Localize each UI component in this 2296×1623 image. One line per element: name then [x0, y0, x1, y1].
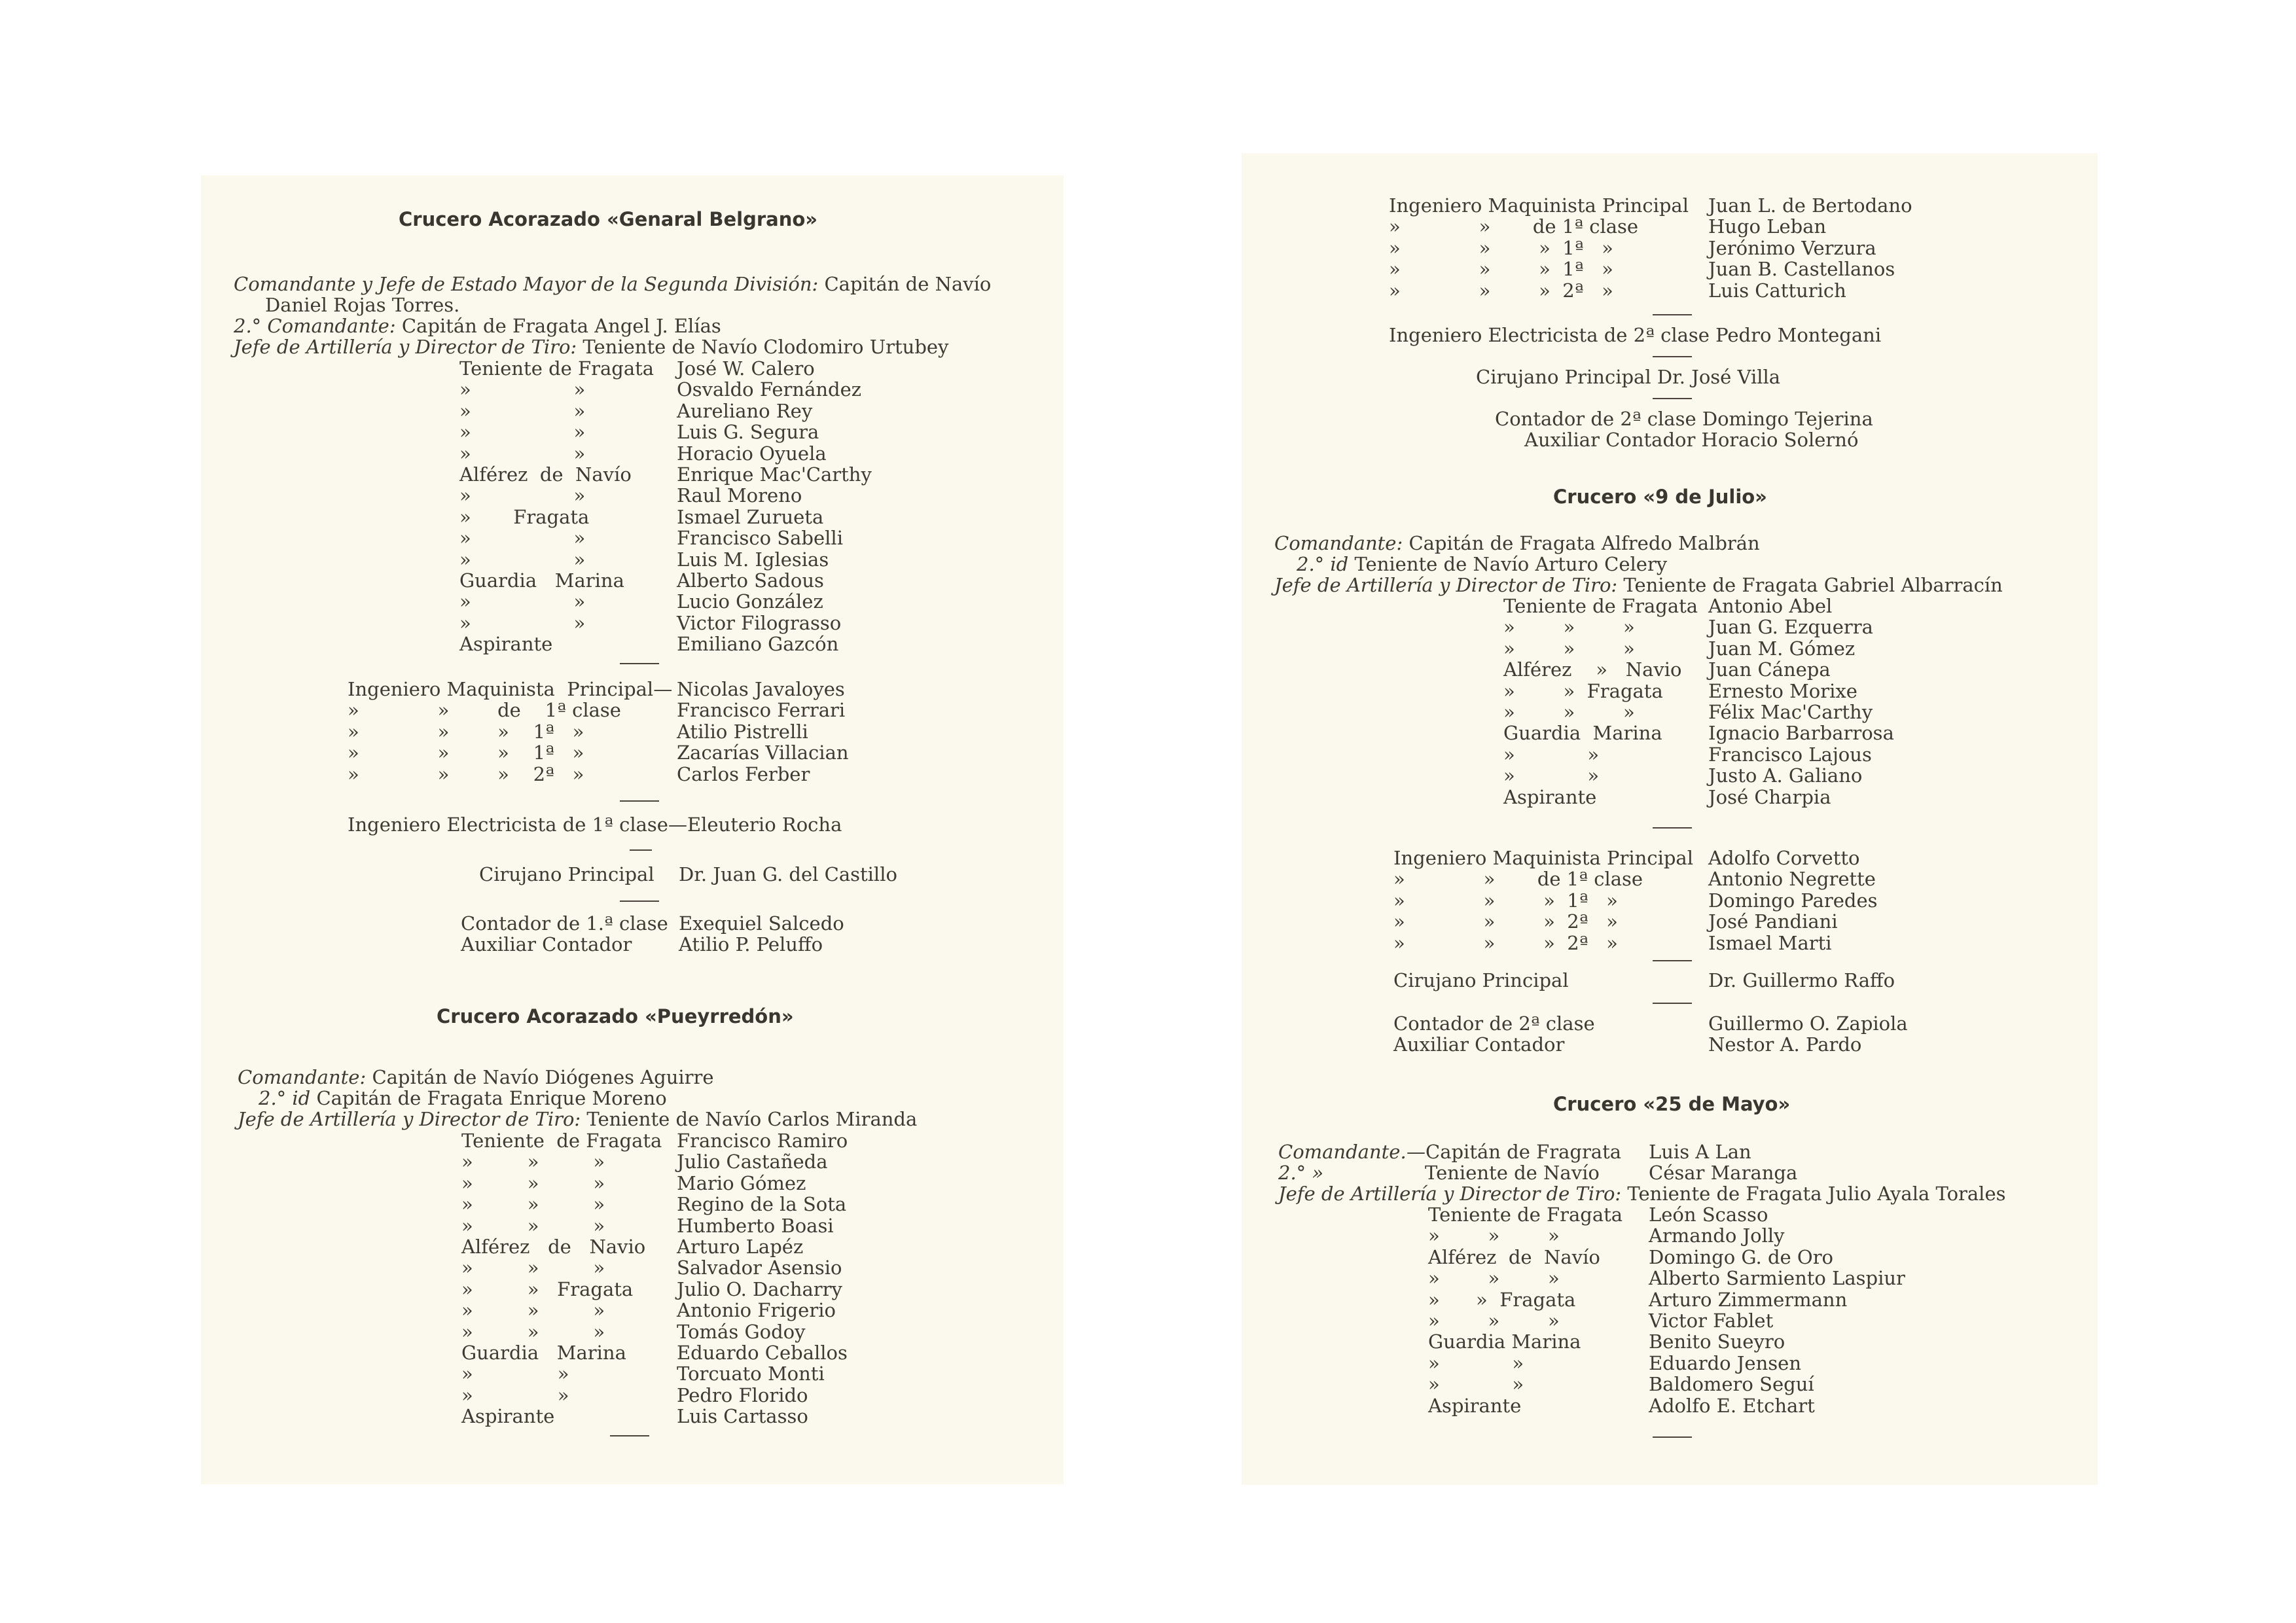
roster-name: Francisco Lajous — [1708, 743, 1872, 766]
roster-rank: » » » — [1503, 701, 1635, 723]
roster-rank: » » » — [461, 1171, 605, 1194]
roster-rank: Aspirante — [461, 1405, 555, 1428]
second-commander-value: Teniente de Navío Arturo Celery — [1354, 553, 1668, 575]
separator — [620, 901, 659, 902]
roster-name: Torcuato Monti — [677, 1363, 825, 1385]
roster-name: Regino de la Sota — [677, 1193, 847, 1216]
aux-accountant-name: Atilio P. Peluffo — [679, 933, 823, 955]
roster-rank: Aspirante — [1428, 1394, 1522, 1417]
separator — [630, 849, 652, 851]
separator — [1653, 960, 1692, 961]
roster-rank: » » » — [1428, 1267, 1560, 1290]
separator — [1653, 398, 1692, 399]
section-title-pueyrredon: Crucero Acorazado «Pueyrredón» — [437, 1005, 794, 1027]
commander-value: Capitán de Navío — [824, 273, 992, 295]
roster-name: Alberto Sarmiento Laspiur — [1649, 1267, 1905, 1290]
separator — [620, 663, 659, 664]
roster-rank: Ingeniero Maquinista Principal— — [348, 678, 673, 700]
section-title-belgrano: Crucero Acorazado «Genaral Belgrano» — [399, 208, 818, 230]
roster-name: Jerónimo Verzura — [1708, 236, 1876, 259]
artillery-value: Teniente de Navío Clodomiro Urtubey — [583, 336, 949, 358]
separator — [1653, 1003, 1692, 1004]
aux-accountant-name: Nestor A. Pardo — [1708, 1033, 1862, 1056]
accountant-rank: Contador de 1.ª clase — [461, 912, 668, 935]
roster-name: Félix Mac'Carthy — [1708, 701, 1873, 723]
electrical-engineer: Ingeniero Electricista de 1ª clase—Eleuterio Rocha — [348, 813, 842, 836]
surgeon-name: Dr. Guillermo Raffo — [1708, 969, 1895, 991]
roster-rank: Aspirante — [459, 633, 553, 656]
second-commander-line — [1297, 555, 1667, 574]
commander-label: Comandante y Jefe de Estado Mayor de la Segunda División: — [234, 273, 819, 295]
commander-value: Capitán de Navío Diógenes Aguirre — [372, 1066, 714, 1088]
roster-name: Francisco Ramiro — [677, 1130, 848, 1152]
roster-name: Benito Sueyro — [1649, 1330, 1785, 1353]
commander-value-cont: Daniel Rojas Torres. — [265, 294, 460, 316]
roster-name: Antonio Abel — [1708, 595, 1833, 617]
surgeon-rank: Cirujano Principal — [1393, 969, 1569, 991]
roster-rank: » » — [1503, 764, 1600, 787]
roster-rank: » » — [459, 548, 586, 571]
roster-name: Salvador Asensio — [677, 1257, 842, 1279]
roster-rank: » » » — [461, 1150, 605, 1173]
roster-name: Eduardo Jensen — [1649, 1351, 1801, 1374]
roster-rank: » Fragata — [459, 505, 590, 528]
accountant-line: Contador de 2ª clase Domingo Tejerina — [1495, 408, 1873, 430]
roster-name: Adolfo Corvetto — [1708, 847, 1860, 869]
roster-rank: » » — [459, 421, 586, 444]
accountant-rank: Contador de 2ª clase — [1393, 1012, 1595, 1035]
roster-name: Juan L. de Bertodano — [1708, 194, 1912, 217]
commander-name: Luis A Lan — [1649, 1141, 1751, 1163]
second-commander-label: 2.° id — [259, 1087, 311, 1109]
left-page — [201, 175, 1064, 1484]
roster-name: Luis G. Segura — [677, 421, 819, 444]
roster-rank: » » » 1ª » — [1389, 258, 1613, 281]
roster-rank: Guardia Marina — [461, 1342, 626, 1364]
artillery-line — [1278, 1185, 2006, 1204]
roster-rank: Guardia Marina — [1503, 722, 1662, 745]
roster-name: Pedro Florido — [677, 1383, 808, 1406]
separator — [1653, 1436, 1692, 1438]
roster-name: Ismael Zurueta — [677, 505, 824, 528]
commander-label: Comandante. — [1278, 1141, 1407, 1163]
roster-name: Luis M. Iglesias — [677, 548, 829, 571]
aux-accountant-rank: Auxiliar Contador — [1393, 1033, 1565, 1056]
second-commander-line — [234, 317, 721, 336]
roster-name: Alberto Sadous — [677, 569, 824, 592]
right-page — [1242, 153, 2098, 1485]
roster-rank: » » » — [1503, 616, 1635, 639]
roster-name: Domingo G. de Oro — [1649, 1245, 1834, 1268]
roster-name: Domingo Paredes — [1708, 889, 1878, 912]
roster-rank: » » — [459, 484, 586, 507]
roster-name: Justo A. Galiano — [1708, 764, 1863, 787]
artillery-label: Jefe de Artillería y Director de Tiro: — [238, 1108, 581, 1130]
roster-name: León Scasso — [1649, 1204, 1768, 1226]
roster-name: Juan M. Gómez — [1708, 637, 1856, 660]
roster-name: José W. Calero — [677, 357, 815, 380]
commander-line — [1274, 534, 1760, 553]
roster-rank: » » — [461, 1363, 569, 1385]
artillery-label: Jefe de Artillería y Director de Tiro: — [1278, 1183, 1622, 1205]
roster-rank: » » » — [461, 1320, 605, 1343]
roster-name: Julio O. Dacharry — [677, 1277, 842, 1300]
surgeon-line: Cirujano Principal Dr. José Villa — [1476, 366, 1781, 388]
roster-name: Antonio Negrette — [1708, 868, 1876, 891]
second-commander-value: Capitán de Fragata Angel J. Elías — [401, 315, 721, 337]
roster-name: Arturo Lapéz — [677, 1236, 804, 1258]
roster-name: Nicolas Javaloyes — [677, 678, 845, 700]
roster-name: Julio Castañeda — [677, 1150, 828, 1173]
roster-name: José Pandiani — [1708, 910, 1838, 933]
roster-rank: » » de 1ª clase — [348, 699, 621, 722]
surgeon-name: Dr. Juan G. del Castillo — [679, 863, 897, 885]
roster-rank: » » » 2ª » — [1389, 279, 1613, 302]
roster-rank: » » — [1428, 1373, 1524, 1396]
roster-name: Zacarías Villacian — [677, 741, 849, 764]
roster-rank: » » » — [461, 1299, 605, 1322]
roster-rank: » » — [459, 378, 586, 401]
roster-rank: » » Fragata — [1503, 679, 1663, 702]
roster-rank: » » — [459, 590, 586, 613]
section-title-9-de-julio: Crucero «9 de Julio» — [1553, 486, 1767, 508]
separator — [610, 1435, 649, 1436]
roster-rank: » » » 1ª » — [348, 720, 584, 743]
roster-rank: Alférez de Navio — [461, 1236, 646, 1258]
roster-name: Eduardo Ceballos — [677, 1342, 848, 1364]
second-commander-value: Capitán de Fragata Enrique Moreno — [316, 1087, 667, 1109]
roster-name: Francisco Ferrari — [677, 699, 846, 722]
roster-rank: » » — [459, 399, 586, 422]
roster-rank: » » » 2ª » — [348, 762, 584, 785]
roster-name: José Charpia — [1708, 785, 1831, 808]
commander-line — [234, 275, 991, 294]
roster-name: Juan G. Ezquerra — [1708, 616, 1873, 639]
roster-rank: Alférez de Navío — [1428, 1245, 1600, 1268]
roster-rank: Ingeniero Maquinista Principal — [1393, 847, 1693, 869]
roster-rank: » » » 1ª » — [348, 741, 584, 764]
roster-rank: » » Fragata — [1428, 1288, 1576, 1311]
roster-rank: Teniente de Fragata — [1503, 595, 1698, 617]
roster-rank: Teniente de Fragata — [459, 357, 655, 380]
roster-rank: Ingeniero Maquinista Principal — [1389, 194, 1689, 217]
commander-value: Capitán de Fragata Alfredo Malbrán — [1408, 532, 1760, 554]
surgeon-rank: Cirujano Principal — [479, 863, 655, 885]
roster-name: Lucio González — [677, 590, 823, 613]
artillery-line — [238, 1110, 917, 1129]
roster-rank: » » » — [461, 1214, 605, 1237]
commander-rank: —Capitán de Fragrata — [1407, 1141, 1622, 1163]
roster-name: Juan B. Castellanos — [1708, 258, 1895, 281]
roster-name: Juan Cánepa — [1708, 658, 1831, 681]
roster-rank: » » » 1ª » — [1389, 236, 1613, 259]
artillery-value: Teniente de Fragata Gabriel Albarracín — [1623, 574, 2003, 596]
roster-name: Baldomero Seguí — [1649, 1373, 1814, 1396]
section-title-25-de-mayo: Crucero «25 de Mayo» — [1553, 1093, 1791, 1115]
roster-name: Aureliano Rey — [677, 399, 813, 422]
roster-rank: » » » 2ª » — [1393, 910, 1618, 933]
separator — [1653, 827, 1692, 829]
second-commander-label: 2.° Comandante: — [234, 315, 396, 337]
commander-line — [238, 1068, 714, 1087]
roster-rank: Teniente de Fragata — [461, 1130, 662, 1152]
roster-name: Ernesto Morixe — [1708, 679, 1857, 702]
artillery-value: Teniente de Navío Carlos Miranda — [586, 1108, 918, 1130]
roster-rank: Guardia Marina — [1428, 1330, 1581, 1353]
roster-rank: Teniente de Fragata — [1428, 1204, 1623, 1226]
artillery-line — [234, 338, 948, 357]
roster-name: Luis Cartasso — [677, 1405, 808, 1428]
roster-name: Carlos Ferber — [677, 762, 810, 785]
roster-rank: » » — [461, 1383, 569, 1406]
artillery-value: Teniente de Fragata Julio Ayala Torales — [1627, 1183, 2006, 1205]
second-commander-label: 2.° » — [1278, 1162, 1324, 1184]
electrical-engineer: Ingeniero Electricista de 2ª clase Pedro Montegani — [1389, 324, 1882, 346]
roster-rank: » » — [459, 527, 586, 550]
roster-name: Adolfo E. Etchart — [1649, 1394, 1815, 1417]
commander-label: Comandante: — [1274, 532, 1403, 554]
second-commander-rank: Teniente de Navío — [1425, 1162, 1600, 1184]
roster-name: Atilio Pistrelli — [677, 720, 808, 743]
aux-accountant-line: Auxiliar Contador Horacio Solernó — [1524, 429, 1859, 451]
roster-rank: » » de 1ª clase — [1389, 215, 1639, 238]
roster-rank: » » de 1ª clase — [1393, 868, 1643, 891]
roster-name: Ismael Marti — [1708, 931, 1832, 954]
roster-name: Tomás Godoy — [677, 1320, 806, 1343]
aux-accountant-rank: Auxiliar Contador — [461, 933, 632, 955]
artillery-label: Jefe de Artillería y Director de Tiro: — [234, 336, 577, 358]
separator — [1653, 314, 1692, 315]
roster-rank: » » — [1428, 1351, 1524, 1374]
roster-rank: » » » — [461, 1257, 605, 1279]
roster-name: Arturo Zimmermann — [1649, 1288, 1848, 1311]
roster-name: Humberto Boasi — [677, 1214, 834, 1237]
roster-name: Mario Gómez — [677, 1171, 806, 1194]
roster-name: Hugo Leban — [1708, 215, 1827, 238]
roster-name: Raul Moreno — [677, 484, 802, 507]
roster-rank: Guardia Marina — [459, 569, 624, 592]
roster-rank: » » Fragata — [461, 1277, 634, 1300]
roster-rank: » » — [459, 442, 586, 465]
roster-name: Luis Catturich — [1708, 279, 1846, 302]
roster-rank: » » » 2ª » — [1393, 931, 1618, 954]
roster-name: Antonio Frigerio — [677, 1299, 836, 1322]
artillery-line — [1274, 576, 2003, 595]
roster-name: Enrique Mac'Carthy — [677, 463, 872, 486]
roster-name: Horacio Oyuela — [677, 442, 827, 465]
artillery-label: Jefe de Artillería y Director de Tiro: — [1274, 574, 1618, 596]
second-commander-label: 2.° id — [1297, 553, 1349, 575]
roster-rank: » » » — [1428, 1310, 1560, 1332]
accountant-name: Guillermo O. Zapiola — [1708, 1012, 1908, 1035]
roster-name: Emiliano Gazcón — [677, 633, 839, 656]
roster-name: Francisco Sabelli — [677, 527, 843, 550]
roster-name: Ignacio Barbarrosa — [1708, 722, 1894, 745]
second-commander-line — [259, 1089, 667, 1108]
roster-rank: » » » — [1428, 1224, 1560, 1247]
roster-rank: » » — [459, 611, 586, 634]
roster-name: Victor Filograsso — [677, 611, 842, 634]
commander-label: Comandante: — [238, 1066, 367, 1088]
roster-rank: » » » — [1503, 637, 1635, 660]
roster-rank: » » » — [461, 1193, 605, 1216]
accountant-name: Exequiel Salcedo — [679, 912, 844, 935]
roster-rank: Aspirante — [1503, 785, 1597, 808]
separator — [1653, 356, 1692, 357]
roster-name: Osvaldo Fernández — [677, 378, 862, 401]
roster-rank: » » — [1503, 743, 1600, 766]
separator — [620, 800, 659, 802]
second-commander-name: César Maranga — [1649, 1162, 1798, 1184]
roster-name: Armando Jolly — [1649, 1224, 1785, 1247]
roster-name: Victor Fablet — [1649, 1310, 1774, 1332]
roster-rank: » » » 1ª » — [1393, 889, 1618, 912]
roster-rank: Alférez » Navio — [1503, 658, 1682, 681]
roster-rank: Alférez de Navío — [459, 463, 632, 486]
